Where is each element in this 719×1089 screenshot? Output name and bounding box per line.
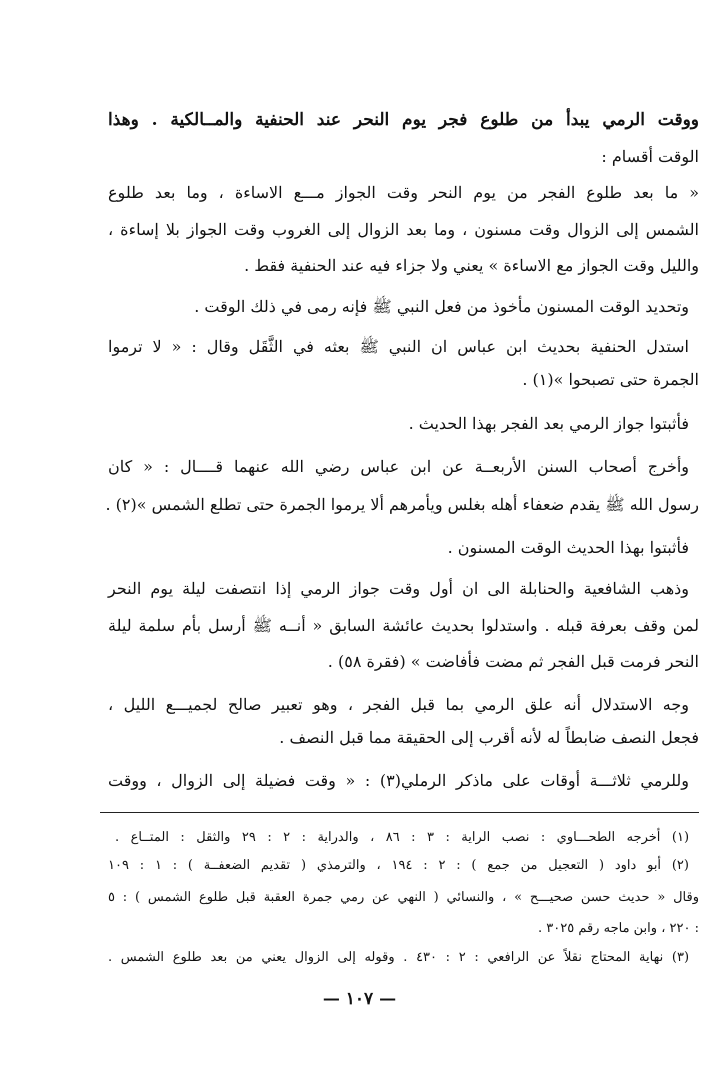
body-line: وأخرج أصحاب السنن الأربعــة عن ابن عباس رضي الله عنهما قــــال : « كان — [108, 457, 690, 476]
body-line: فأثبتوا جواز الرمي بعد الفجر بهذا الحديث . — [408, 414, 689, 433]
footnote-line: (٣) نهاية المحتاج نقلاً عن الرافعي : ٢ : ٤٣٠ . وقوله إلى الزوال يعني من بعد طلوع الشمس . — [108, 950, 690, 965]
body-line: فجعل النصف ضابطاً له لأنه أقرب إلى الحقيقة مما قبل النصف . — [279, 728, 699, 747]
footnote-line: وقال « حديث حسن صحيـــح » ، والنسائي ( النهي عن رمي جمرة العقبة قبل طلوع الشمس ) : ٥ — [108, 890, 699, 905]
body-line: ووقت الرمي يبدأ من طلوع فجر يوم النحر عند الحنفية والمــالكية . وهذا — [108, 110, 699, 130]
page-number: — ١٠٧ — — [322, 989, 397, 1009]
body-line: رسول الله ﷺ يقدم ضعفاء أهله بغلس ويأمرهم ألا يرموا الجمرة حتى تطلع الشمس »(٢) . — [105, 495, 699, 514]
body-line: استدل الحنفية بحديث ابن عباس ان النبي ﷺ بعثه في الثَّقَل وقال : « لا ترموا — [108, 337, 690, 356]
body-line: « ما بعد طلوع الفجر من يوم النحر وقت الجواز مـــع الاساءة ، وما بعد طلوع — [108, 183, 699, 202]
body-line: والليل وقت الجواز مع الاساءة » يعني ولا جزاء فيه عند الحنفية فقط . — [244, 256, 699, 275]
body-line: النحر فرمت قبل الفجر ثم مضت فأفاضت » (فقرة ٥٨) . — [327, 652, 699, 671]
body-line: الشمس إلى الزوال وقت مسنون ، وما بعد الزوال إلى الغروب وقت الجواز بلا إساءة ، — [108, 220, 699, 239]
body-line: وللرمي ثلاثـــة أوقات على ماذكر الرملي(٣) : « وقت فضيلة إلى الزوال ، ووقت — [108, 771, 689, 790]
body-line: وذهب الشافعية والحنابلة الى ان أول وقت جواز الرمي إذا انتصفت ليلة يوم النحر — [108, 579, 689, 598]
footnote-separator — [100, 812, 699, 813]
body-line: الجمرة حتى تصبحوا »(١) . — [522, 370, 699, 389]
body-line: لمن وقف بعرفة قبله . واستدلوا بحديث عائشة السابق « أنــه ﷺ أرسل بأم سلمة ليلة — [108, 616, 699, 635]
footnote-line: : ٢٢٠ ، وابن ماجه رقم ٣٠٢٥ . — [537, 921, 699, 936]
body-line: وجه الاستدلال أنه علق الرمي بما قبل الفجر ، وهو تعبير صالح لجميـــع الليل ، — [108, 695, 689, 714]
body-line: وتحديد الوقت المسنون مأخوذ من فعل النبي ﷺ فإنه رمى في ذلك الوقت . — [194, 297, 689, 316]
body-line: فأثبتوا بهذا الحديث الوقت المسنون . — [447, 538, 689, 557]
footnote-line: (١) أخرجه الطحـــاوي : نصب الراية : ٣ : ٨٦ ، والدراية : ٢ : ٢٩ والثقل : المتــاع . — [115, 830, 690, 845]
body-line: الوقت أقسام : — [601, 147, 699, 166]
footnote-line: (٢) أبو داود ( التعجيل من جمع ) : ٢ : ١٩٤ ، والترمذي ( تقديم الضعفــة ) : ١ : ١٠٩ — [108, 858, 689, 873]
